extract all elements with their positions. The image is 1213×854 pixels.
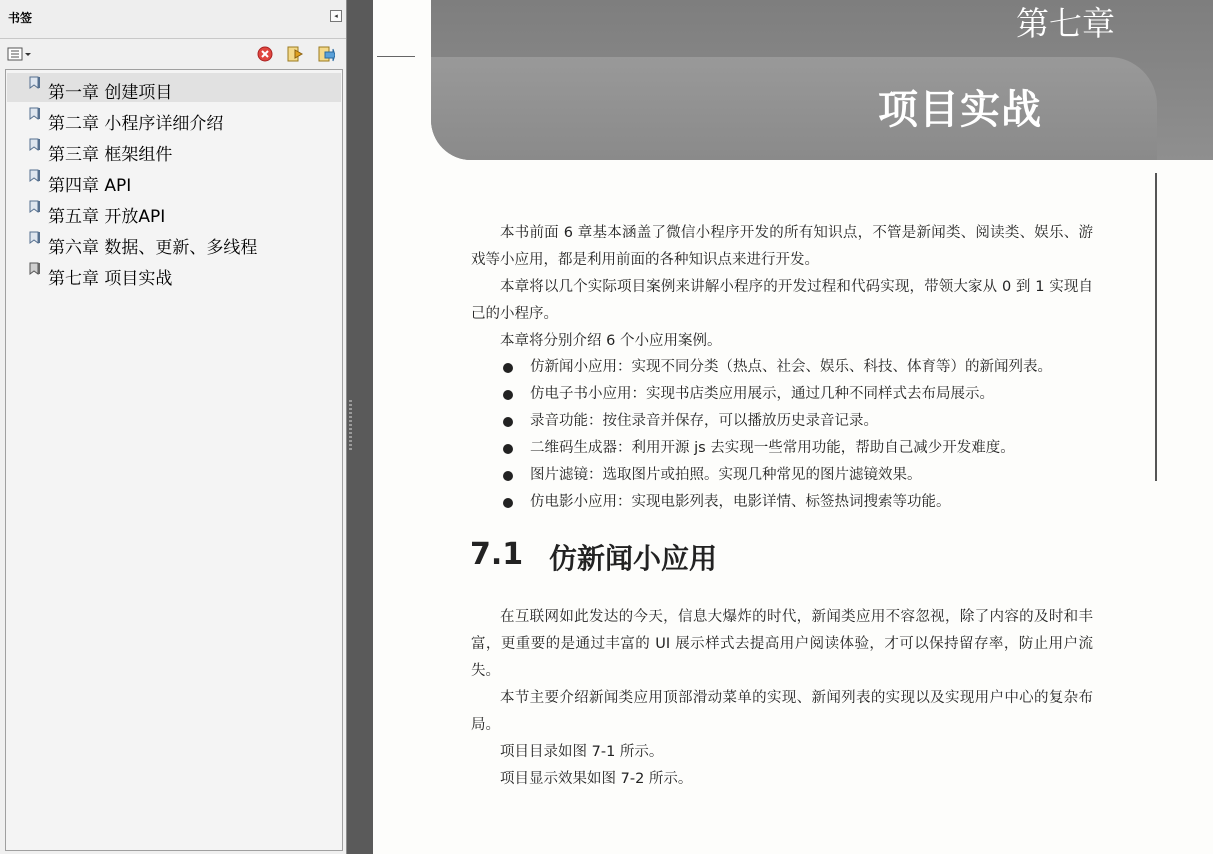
bookmark-item-chapter-6[interactable] — [7, 228, 341, 257]
bullet-item: 仿电影小应用：实现电影列表，电影详情、标签热词搜索等功能。 — [530, 494, 951, 510]
panel-splitter[interactable] — [347, 0, 373, 854]
bookmark-icon — [29, 169, 41, 185]
bookmark-icon — [29, 262, 41, 278]
header-rule — [377, 56, 415, 57]
expand-bookmark-icon — [317, 45, 335, 63]
delete-bookmark-icon — [256, 45, 274, 63]
bookmark-item-chapter-3[interactable] — [7, 135, 341, 164]
bookmark-icon — [29, 231, 41, 247]
bullet-item: 图片滤镜：选取图片或拍照。实现几种常见的图片滤镜效果。 — [530, 467, 922, 483]
new-bookmark-icon — [286, 45, 304, 63]
chapter-number: 第七章 — [1016, 4, 1115, 43]
bookmark-item-chapter-7[interactable] — [7, 259, 341, 288]
bookmark-item-chapter-4[interactable] — [7, 166, 341, 195]
bookmark-icon — [29, 200, 41, 216]
options-menu-button[interactable] — [7, 45, 33, 63]
bookmark-label: 第六章 数据、更新、多线程 — [48, 238, 258, 258]
splitter-grip[interactable] — [349, 400, 352, 450]
side-rule — [1155, 173, 1157, 481]
section-paragraph: 在互联网如此发达的今天，信息大爆炸的时代，新闻类应用不容忽视，除了内容的及时和丰富，更重要的是通过丰富的 UI 展示样式去提高用户阅读体验，才可以保持留存率，防止用户流失。 — [471, 609, 1093, 679]
bookmarks-panel — [0, 0, 347, 854]
bullet-dot — [503, 471, 513, 481]
section-paragraph: 本节主要介绍新闻类应用顶部滑动菜单的实现、新闻列表的实现以及实现用户中心的复杂布局。 — [471, 690, 1093, 733]
intro-paragraph: 本章将以几个实际项目案例来讲解小程序的开发过程和代码实现，带领大家从 0 到 1 实现自己的小程序。 — [471, 279, 1093, 322]
panel-header — [0, 0, 346, 39]
new-bookmark-button[interactable] — [286, 45, 304, 63]
bookmark-icon — [29, 138, 41, 154]
bullet-dot — [503, 390, 513, 400]
bookmark-label: 第四章 API — [48, 176, 132, 196]
bullet-dot — [503, 498, 513, 508]
chapter-title: 项目实战 — [878, 87, 1042, 133]
bullet-dot — [503, 417, 513, 427]
bullet-item: 二维码生成器：利用开源 js 去实现一些常用功能，帮助自己减少开发难度。 — [530, 440, 1015, 456]
document-page — [373, 0, 1213, 854]
intro-paragraph: 本书前面 6 章基本涵盖了微信小程序开发的所有知识点，不管是新闻类、阅读类、娱乐、游戏等小应用，都是利用前面的各种知识点来进行开发。 — [471, 225, 1093, 268]
bullet-dot — [503, 444, 513, 454]
delete-bookmark-button[interactable] — [256, 45, 274, 63]
bookmark-item-chapter-5[interactable] — [7, 197, 341, 226]
bookmark-label: 第五章 开放API — [48, 207, 166, 227]
section-title: 仿新闻小应用 — [549, 542, 718, 575]
bookmark-icon — [29, 107, 41, 123]
bookmark-label: 第七章 项目实战 — [48, 269, 173, 289]
intro-paragraph: 本章将分别介绍 6 个小应用案例。 — [500, 333, 722, 349]
bullet-item: 录音功能：按住录音并保存，可以播放历史录音记录。 — [530, 413, 878, 429]
collapse-panel-button[interactable]: ◂ — [330, 10, 342, 22]
chapter-banner-front — [431, 57, 1157, 160]
section-paragraph: 项目显示效果如图 7-2 所示。 — [500, 771, 693, 787]
bookmark-label: 第二章 小程序详细介绍 — [48, 114, 224, 134]
bullet-item: 仿电子书小应用：实现书店类应用展示，通过几种不同样式去布局展示。 — [530, 386, 994, 402]
bookmark-list — [5, 69, 343, 851]
bookmark-item-chapter-2[interactable] — [7, 104, 341, 133]
bookmarks-toolbar — [0, 39, 346, 68]
bookmark-icon — [29, 76, 41, 92]
bookmark-label: 第三章 框架组件 — [48, 145, 173, 165]
bullet-dot — [503, 363, 513, 373]
bookmark-label: 第一章 创建项目 — [48, 83, 173, 103]
section-number: 7.1 — [470, 537, 524, 572]
section-paragraph: 项目目录如图 7-1 所示。 — [500, 744, 664, 760]
bullet-item: 仿新闻小应用：实现不同分类（热点、社会、娱乐、科技、体育等）的新闻列表。 — [530, 359, 1052, 375]
bookmark-item-chapter-1[interactable] — [7, 73, 341, 102]
panel-title: 书签 — [8, 11, 33, 25]
bookmark-options-icon — [7, 45, 33, 63]
expand-bookmark-button[interactable] — [317, 45, 335, 63]
